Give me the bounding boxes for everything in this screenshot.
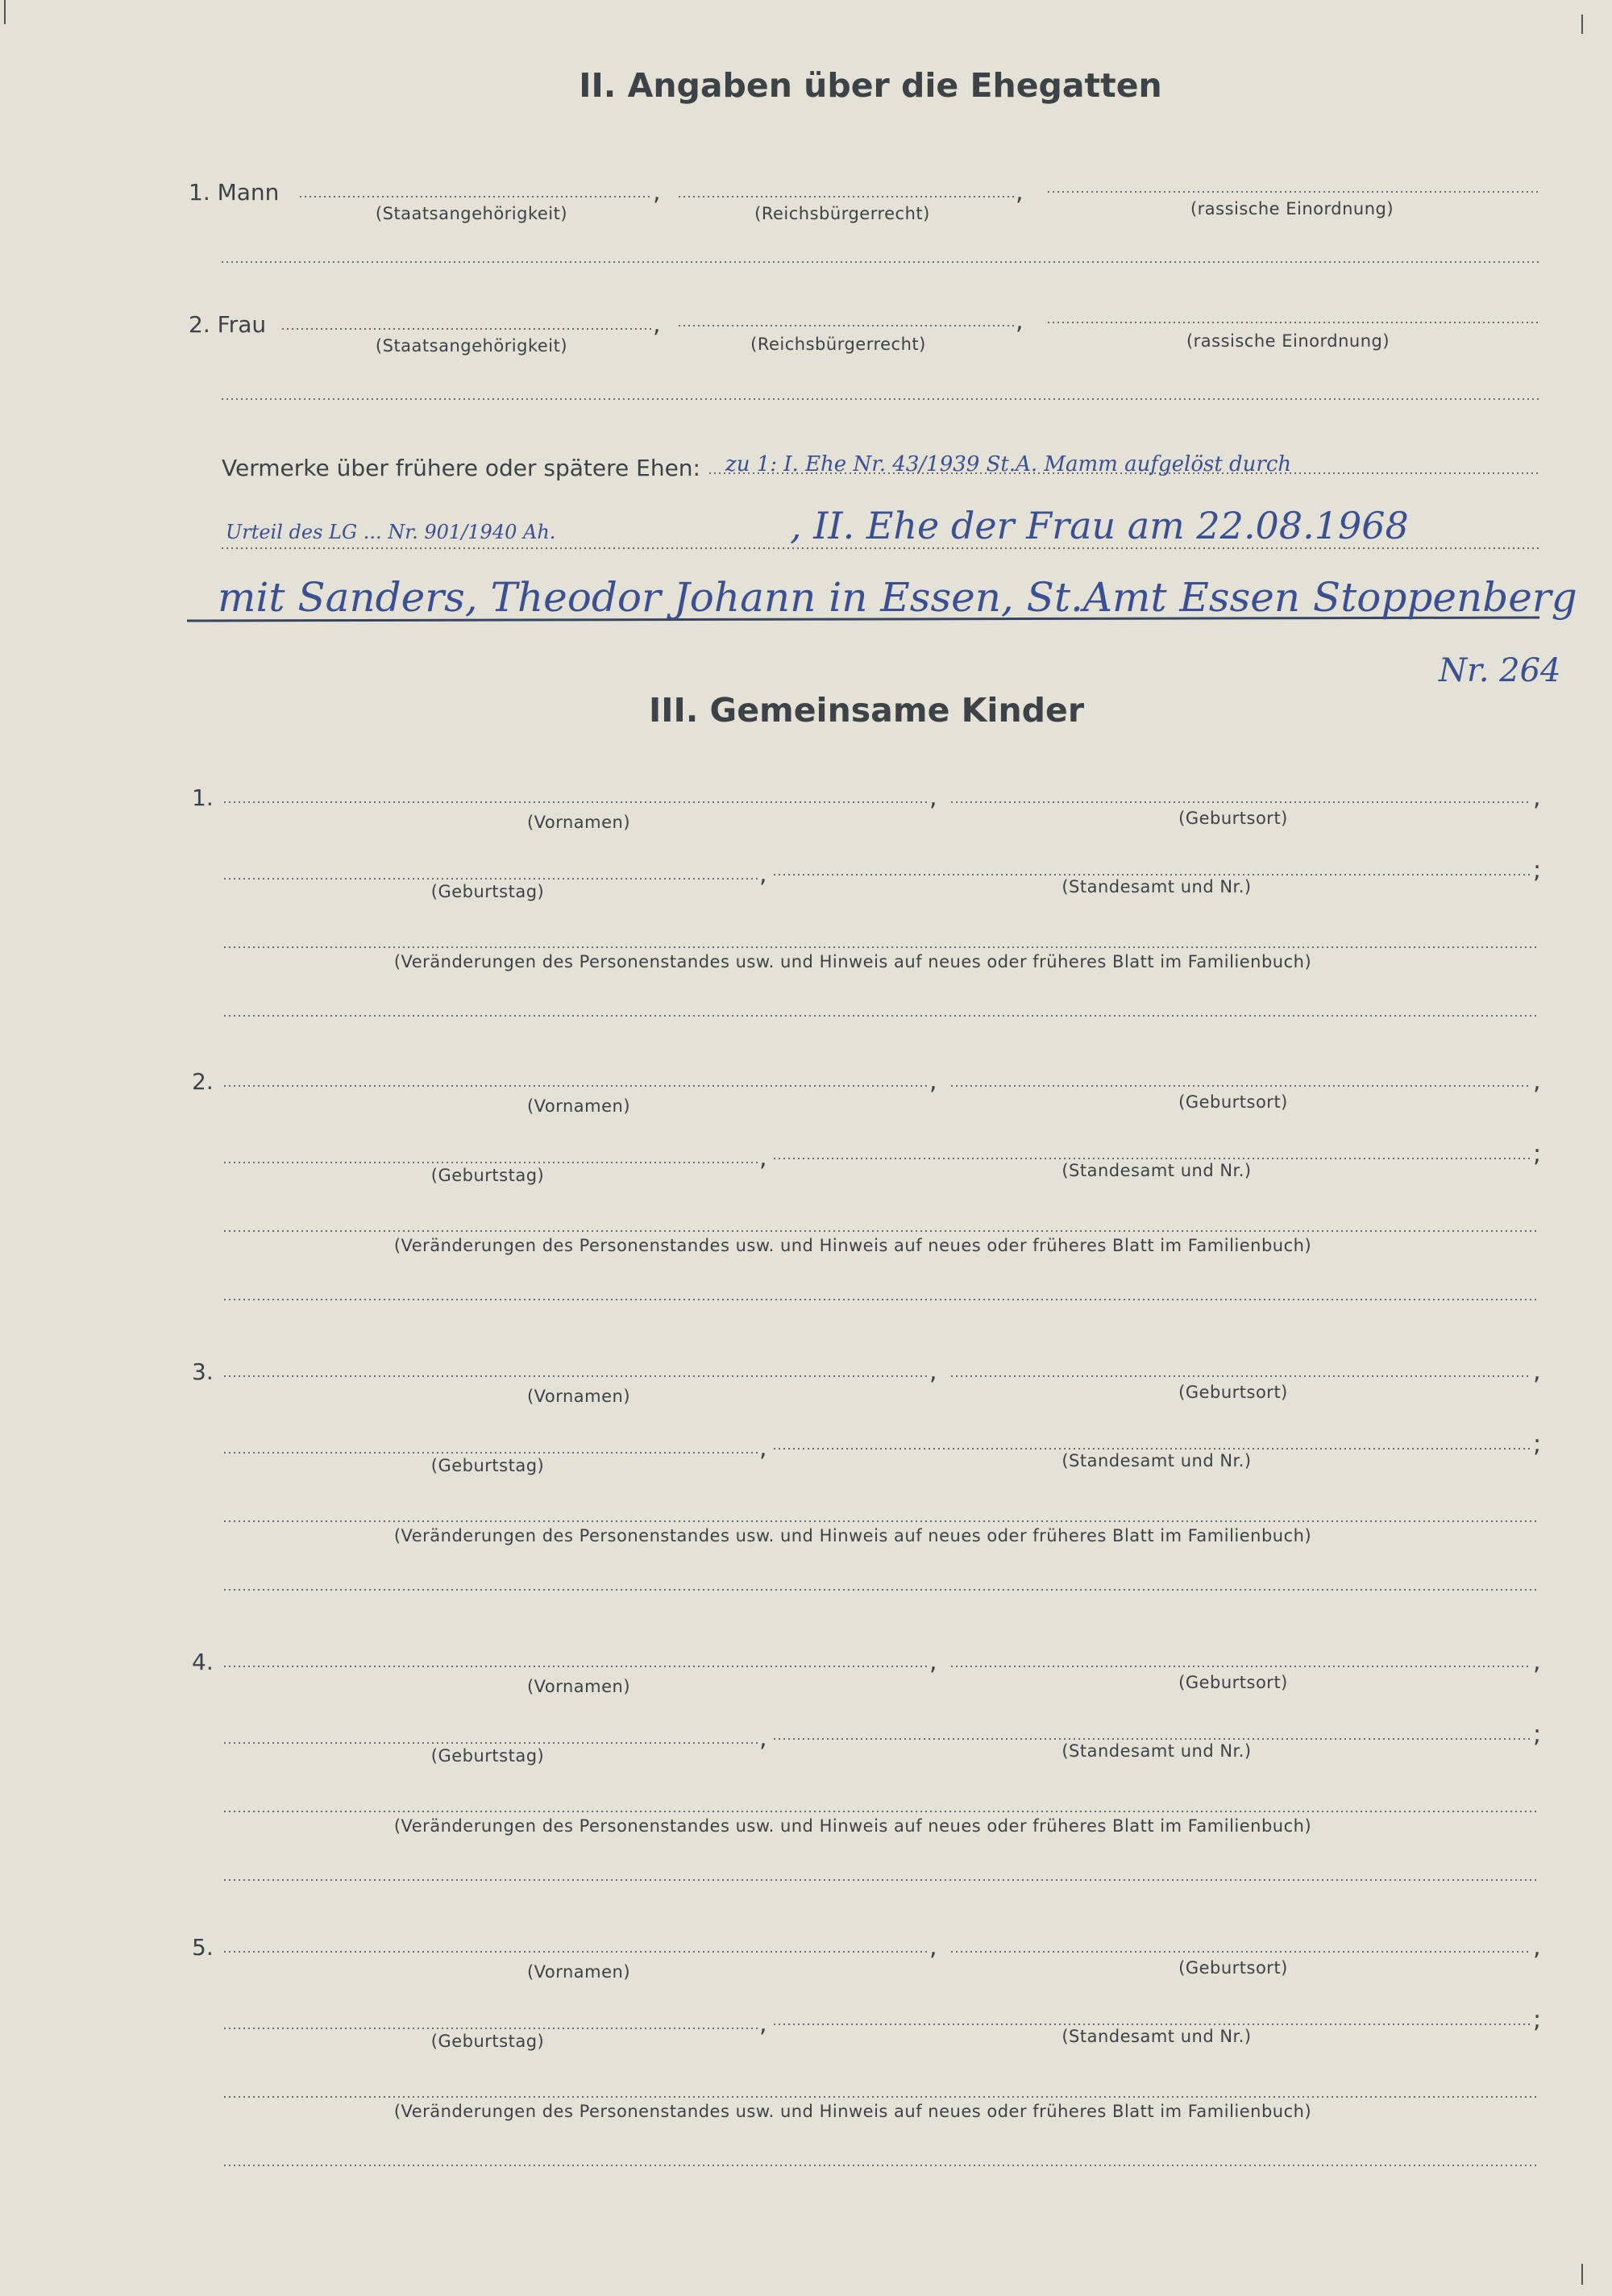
child-1-geburtstag-caption: (Geburtstag) <box>430 882 545 901</box>
child-4-geburtsort-caption: (Geburtsort) <box>1178 1673 1288 1692</box>
svg-text:,: , <box>759 1144 767 1172</box>
child-3-geburtsort-caption: (Geburtsort) <box>1178 1383 1288 1402</box>
child-2-geburtsort-caption: (Geburtsort) <box>1178 1092 1288 1112</box>
svg-text:,: , <box>1533 1358 1541 1386</box>
child-4-number: 4. <box>192 1649 214 1675</box>
child-5-number: 5. <box>192 1934 214 1961</box>
child-5-veraenderungen-caption: (Veränderungen des Personenstandes usw. und Hinweis auf neues oder früheres Blatt im Familienbuch) <box>393 2102 1312 2121</box>
mann-label: 1. Mann <box>189 179 280 206</box>
mann-staatsangehoerigkeit-caption: (Staatsangehörigkeit) <box>375 204 568 223</box>
svg-text:,: , <box>1016 178 1024 206</box>
child-5-geburtstag-caption: (Geburtstag) <box>430 2032 545 2051</box>
section-3-title: III. Gemeinsame Kinder <box>648 691 1085 730</box>
child-4-geburtstag-caption: (Geburtstag) <box>430 1746 545 1766</box>
svg-text:;: ; <box>1533 1430 1542 1458</box>
svg-text:;: ; <box>1533 1140 1542 1168</box>
child-5-geburtsort-caption: (Geburtsort) <box>1178 1958 1288 1978</box>
vermerke-handwriting-2b: , II. Ehe der Frau am 22.08.1968 <box>790 504 1409 547</box>
child-1-vornamen-caption: (Vornamen) <box>526 813 631 832</box>
mann-rassische-caption: (rassische Einordnung) <box>1190 199 1394 218</box>
vermerke-handwriting-2a: Urteil des LG ... Nr. 901/1940 Ah. <box>226 521 556 543</box>
child-4-veraenderungen-caption: (Veränderungen des Personenstandes usw. und Hinweis auf neues oder früheres Blatt im Familienbuch) <box>393 1816 1312 1836</box>
svg-text:,: , <box>1533 1067 1541 1096</box>
svg-text:,: , <box>1016 307 1024 335</box>
frau-rassische-caption: (rassische Einordnung) <box>1186 331 1390 351</box>
child-1-number: 1. <box>192 784 214 811</box>
child-2-standesamt-caption: (Standesamt und Nr.) <box>1062 1161 1252 1180</box>
child-3-number: 3. <box>192 1358 214 1385</box>
svg-text:,: , <box>759 2010 767 2038</box>
child-2-veraenderungen-caption: (Veränderungen des Personenstandes usw. und Hinweis auf neues oder früheres Blatt im Familienbuch) <box>393 1236 1312 1255</box>
child-2-vornamen-caption: (Vornamen) <box>526 1096 631 1116</box>
svg-text:,: , <box>929 1358 937 1386</box>
child-1-veraenderungen-caption: (Veränderungen des Personenstandes usw. und Hinweis auf neues oder früheres Blatt im Familienbuch) <box>393 952 1312 971</box>
child-5-vornamen-caption: (Vornamen) <box>526 1962 631 1982</box>
child-2-geburtstag-caption: (Geburtstag) <box>430 1166 545 1185</box>
svg-text:,: , <box>759 1434 767 1462</box>
svg-text:,: , <box>653 310 661 339</box>
child-5-standesamt-caption: (Standesamt und Nr.) <box>1062 2027 1252 2046</box>
vermerke-handwriting-3: mit Sanders, Theodor Johann in Essen, St.Amt Essen Stoppenberg <box>218 574 1577 621</box>
child-3-geburtstag-caption: (Geburtstag) <box>430 1456 545 1475</box>
svg-text:;: ; <box>1533 2006 1542 2034</box>
frau-label: 2. Frau <box>189 311 267 338</box>
section-2-title: II. Angaben über die Ehegatten <box>579 66 1162 105</box>
svg-text:;: ; <box>1533 856 1542 884</box>
child-1-standesamt-caption: (Standesamt und Nr.) <box>1062 877 1252 896</box>
child-3-standesamt-caption: (Standesamt und Nr.) <box>1062 1451 1252 1470</box>
svg-text:,: , <box>929 1933 937 1961</box>
mann-reichsbuergerrecht-caption: (Reichsbürgerrecht) <box>754 204 930 223</box>
svg-text:,: , <box>1533 1648 1541 1676</box>
vermerke-label: Vermerke über frühere oder spätere Ehen: <box>222 455 700 481</box>
child-4-standesamt-caption: (Standesamt und Nr.) <box>1062 1741 1252 1761</box>
frau-staatsangehoerigkeit-caption: (Staatsangehörigkeit) <box>375 336 568 356</box>
svg-text:,: , <box>653 178 661 206</box>
svg-text:,: , <box>1533 1933 1541 1961</box>
child-3-vornamen-caption: (Vornamen) <box>526 1387 631 1406</box>
svg-text:,: , <box>929 1648 937 1676</box>
child-1-geburtsort-caption: (Geburtsort) <box>1178 809 1288 828</box>
svg-text:,: , <box>759 1724 767 1753</box>
svg-text:,: , <box>759 860 767 888</box>
frau-reichsbuergerrecht-caption: (Reichsbürgerrecht) <box>750 335 926 354</box>
vermerke-handwriting-4: Nr. 264 <box>1439 652 1561 689</box>
child-3-veraenderungen-caption: (Veränderungen des Personenstandes usw. und Hinweis auf neues oder früheres Blatt im Familienbuch) <box>393 1526 1312 1545</box>
svg-text:;: ; <box>1533 1720 1542 1749</box>
child-4-vornamen-caption: (Vornamen) <box>526 1677 631 1696</box>
vermerke-handwriting-1: zu 1: I. Ehe Nr. 43/1939 St.A. Mamm aufgelöst durch <box>725 452 1292 476</box>
svg-text:,: , <box>929 1067 937 1096</box>
svg-text:,: , <box>1533 784 1541 812</box>
child-2-number: 2. <box>192 1068 214 1095</box>
svg-text:,: , <box>929 784 937 812</box>
